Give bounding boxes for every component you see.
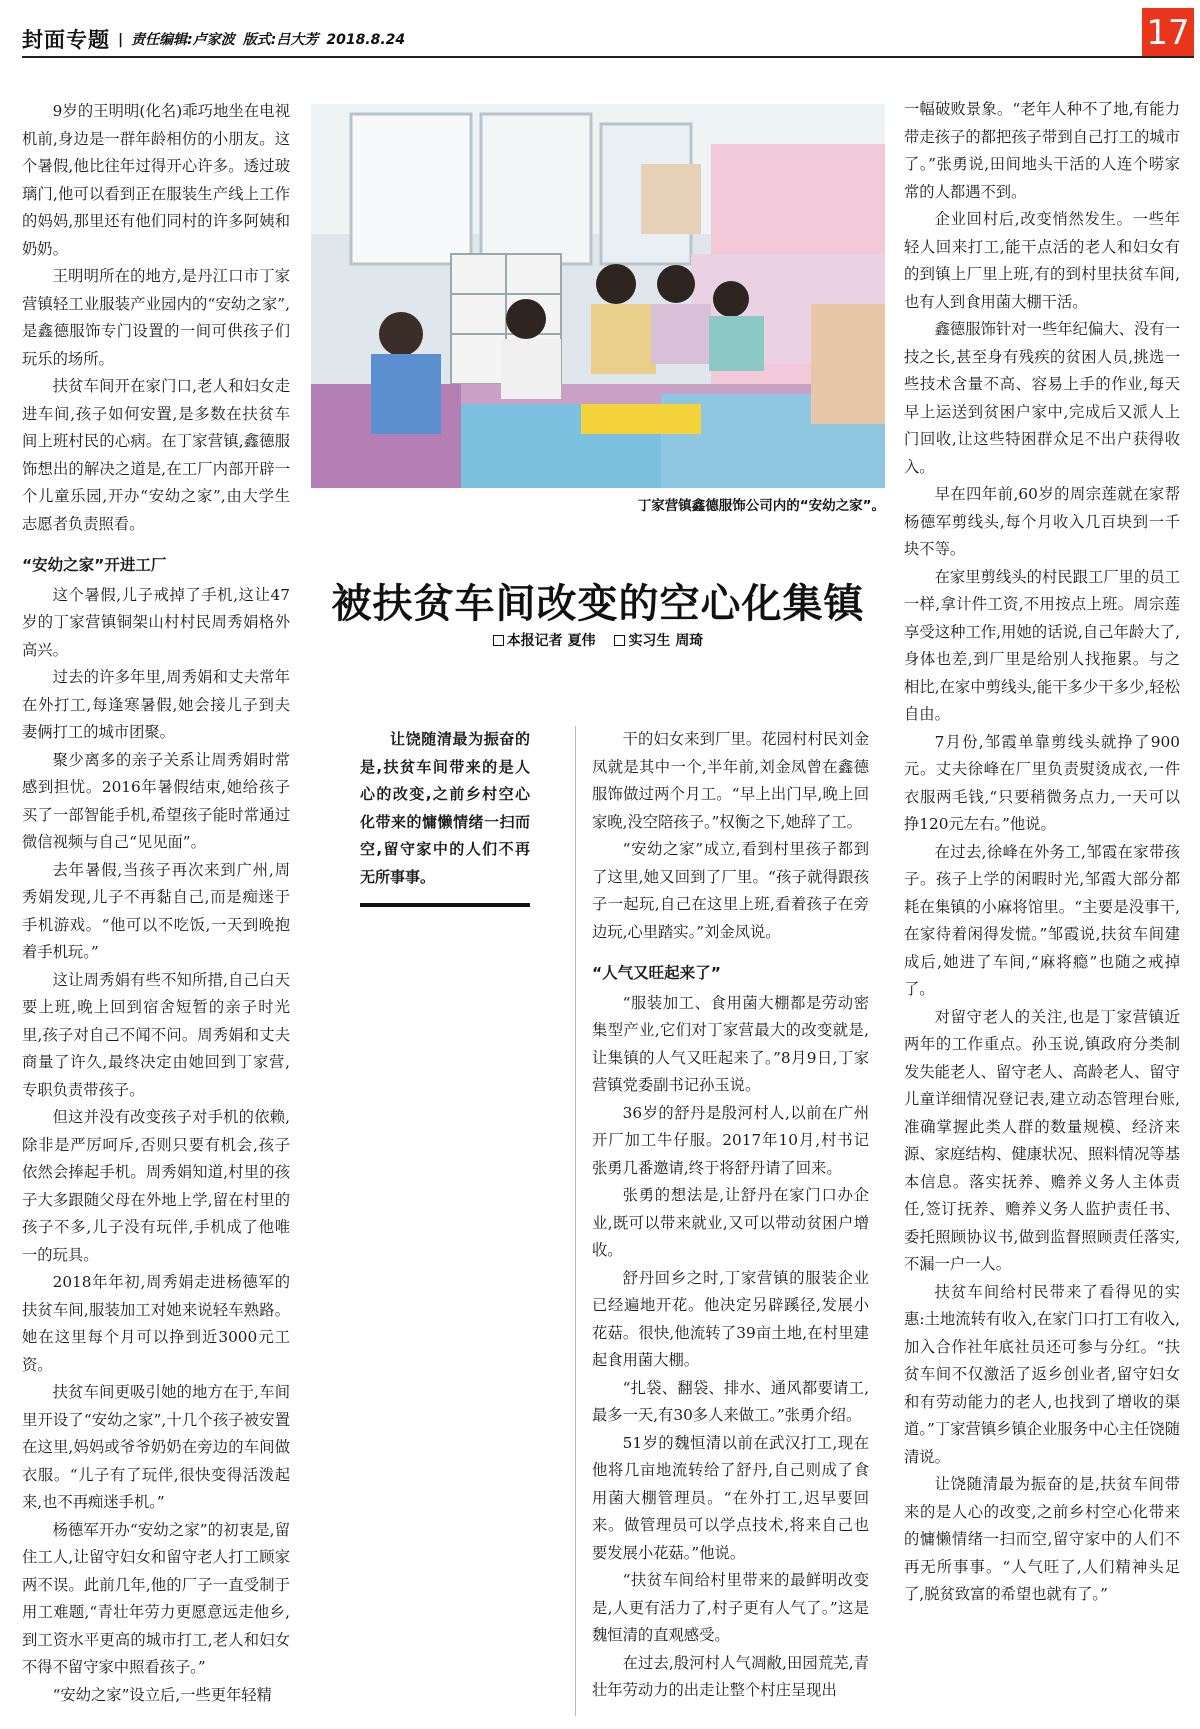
paragraph: 让饶随清最为振奋的是,扶贫车间带来的是人心的改变,之前乡村空心化带来的慵懒情绪一扫而空,留守家中的人们不再无所事事。“人气旺了,人们精神头足了,脱贫致富的希望也就有了。” <box>904 1475 1180 1603</box>
editor-credit: 责任编辑:卢家波 <box>131 32 235 48</box>
paragraph: 9岁的王明明(化名)乖巧地坐在电视机前,身边是一群年龄相仿的小朋友。这个暑假,他比往年过得开心许多。透过玻璃门,他可以看到正在服装生产线上工作的妈妈,那里还有他们同村的许多阿姨和奶奶。 <box>22 102 290 258</box>
text-column-3 <box>904 96 1180 1609</box>
square-bullet-icon <box>493 635 504 646</box>
header-meta <box>118 29 413 49</box>
paragraph: 早在四年前,60岁的周宗莲就在家帮杨德军剪线头,每个月收入几百块到一千块不等。 <box>904 485 1180 558</box>
separator: | <box>118 32 124 48</box>
photo-caption: 丁家营镇鑫德服饰公司内的“安幼之家”。 <box>637 498 885 514</box>
photo-illustration <box>311 104 885 488</box>
column-divider <box>575 726 576 1716</box>
paragraph: 对留守老人的关注,也是丁家营镇近两年的工作重点。孙玉说,镇政府分类制发失能老人、留守老人、高龄老人、留守儿童详细情况登记表,建立动态管理台账,准确掌握此类人群的数量规模、经济来源、家庭结构、健康状况、照料情况等基本信息。落实抚养、赡养义务人主体责任,签订抚养、赡养义务人监护责任书、委托照顾协议书,做到监督照顾责任落实,不漏一户一人。 <box>904 1007 1180 1273</box>
section-name: 封面专题 <box>22 28 110 52</box>
page-number-badge: 17 <box>1142 8 1194 58</box>
paragraph: 36岁的舒丹是殷河村人,以前在广州开厂加工牛仔服。2017年10月,村书记张勇几番邀请,终于将舒丹请了回来。 <box>592 1103 869 1177</box>
paragraph: 杨德军开办“安幼之家”的初衷是,留住工人,让留守妇女和留守老人打工顾家两不误。此前几年,他的厂子一直受制于用工难题,“青壮年劳力更愿意远走他乡,到工资水平更高的城市打工,老人和妇女不得不留守家中照看孩子。” <box>22 1520 290 1676</box>
paragraph: 在过去,徐峰在外务工,邹霞在家带孩子。孩子上学的闲暇时光,邹霞大部分都耗在集镇的小麻将馆里。“主要是没事干,在家待着闲得发慌。”邹霞说,扶贫车间建成后,她进了车间,“麻将瘾”也随之戒掉了。 <box>904 842 1180 998</box>
paragraph: “扎袋、翻袋、排水、通风都要请工,最多一天,有30多人来做工。”张勇介绍。 <box>592 1378 869 1424</box>
paragraph: “扶贫车间给村里带来的最鲜明改变是,人更有活力了,村子更有人气了。”这是魏恒清的直观感受。 <box>592 1571 869 1644</box>
paragraph: 在过去,殷河村人气凋敝,田园荒芜,青壮年劳动力的出走让整个村庄呈现出 <box>592 1653 869 1699</box>
paragraph: 去年暑假,当孩子再次来到广州,周秀娟发现,儿子不再黏自己,而是痴迷于手机游戏。“他可以不吃饭,一天到晚抱着手机玩。” <box>22 860 290 961</box>
text-column-2 <box>592 726 869 1705</box>
paragraph: 2018年年初,周秀娟走进杨德军的扶贫车间,服装加工对她来说轻车熟路。她在这里每个月可以挣到近3000元工资。 <box>22 1273 290 1374</box>
page-header <box>22 13 1194 58</box>
text-column-1 <box>22 98 290 1709</box>
byline-reporter: 夏伟 <box>567 633 596 649</box>
paragraph: “安幼之家”成立,看到村里孩子都到了这里,她又回到了厂里。“孩子就得跟孩子一起玩,自己在这里上班,看着孩子在旁边玩,心里踏实。”刘金凤说。 <box>592 840 869 941</box>
paragraph: 51岁的魏恒清以前在武汉打工,现在他将几亩地流转给了舒丹,自己则成了食用菌大棚管理员。“在外打工,迟早要回来。做管理员可以学点技术,将来自己也要发展小花菇。”他说。 <box>592 1433 869 1562</box>
layout-credit: 版式:吕大芳 <box>242 32 319 48</box>
paragraph: 过去的许多年里,周秀娟和丈夫常年在外打工,每逢寒暑假,她会接儿子到夫妻俩打工的城市团聚。 <box>22 668 290 741</box>
subheading: “人气又旺起来了” <box>592 964 721 982</box>
paragraph: 舒丹回乡之时,丁家营镇的服装企业已经遍地开花。他决定另辟蹊径,发展小花菇。很快,他流转了39亩土地,在村里建起食用菌大棚。 <box>592 1268 869 1369</box>
paragraph: 这个暑假,儿子戒掉了手机,这让47岁的丁家营镇铜架山村村民周秀娟格外高兴。 <box>22 585 290 659</box>
byline <box>311 630 885 650</box>
paragraph: “服装加工、食用菌大棚都是劳动密集型产业,它们对丁家营最大的改变就是,让集镇的人气又旺起来了。”8月9日,丁家营镇党委副书记孙玉说。 <box>592 993 869 1094</box>
pull-quote: 让饶随清最为振奋的是,扶贫车间带来的是人心的改变,之前乡村空心化带来的慵懒情绪一扫而空,留守家中的人们不再无所事事。 <box>360 726 530 907</box>
paragraph: 干的妇女来到厂里。花园村村民刘金凤就是其中一个,半年前,刘金凤曾在鑫德服饰做过两个月工。“早上出门早,晚上回家晚,没空陪孩子。”权衡之下,她辞了工。 <box>592 730 869 831</box>
subheading: “安幼之家”开进工厂 <box>22 556 167 574</box>
paragraph: 7月份,邹霞单靠剪线头就挣了900元。丈夫徐峰在厂里负责熨烫成衣,一件衣服两毛钱,“只要稍微务点力,一天可以挣120元左右。”他说。 <box>904 732 1180 833</box>
paragraph: 王明明所在的地方,是丹江口市丁家营镇轻工业服装产业园内的“安幼之家”,是鑫德服饰专门设置的一间可供孩子们玩乐的场所。 <box>22 267 290 368</box>
paragraph: 扶贫车间给村民带来了看得见的实惠:土地流转有收入,在家门口打工有收入,加入合作社年底社员还可参与分红。“扶贫车间不仅激活了返乡创业者,留守妇女和有劳动能力的老人,也找到了增收的渠道。”丁家营镇乡镇企业服务中心主任饶随清说。 <box>904 1282 1180 1466</box>
paragraph: 扶贫车间开在家门口,老人和妇女走进车间,孩子如何安置,是多数在扶贫车间上班村民的心病。在丁家营镇,鑫德服饰想出的解决之道是,在工厂内部开辟一个儿童乐园,开办“安幼之家”,由大学生志愿者负责照看。 <box>22 377 290 533</box>
paragraph: 一幅破败景象。“老年人种不了地,有能力带走孩子的都把孩子带到自己打工的城市了。”张勇说,田间地头干活的人连个唠家常的人都遇不到。 <box>904 100 1180 201</box>
byline-reporter-role: 本报记者 <box>506 633 563 649</box>
paragraph: 但这并没有改变孩子对手机的依赖,除非是严厉呵斥,否则只要有机会,孩子依然会捧起手机。周秀娟知道,村里的孩子大多跟随父母在外地上学,留在村里的孩子不多,儿子没有玩伴,手机成了他唯一的玩具。 <box>22 1108 290 1264</box>
byline-intern-role: 实习生 <box>628 633 671 649</box>
issue-date: 2018.8.24 <box>326 32 406 48</box>
paragraph: 在家里剪线头的村民跟工厂里的员工一样,拿计件工资,不用按点上班。周宗莲享受这种工作,用她的话说,自己年龄大了,身体也差,到厂里是给别人找拖累。与之相比,在家中剪线头,能干多少干多少,轻松自由。 <box>904 567 1180 723</box>
article-photo <box>311 104 885 488</box>
paragraph: 聚少离多的亲子关系让周秀娟时常感到担忧。2016年暑假结束,她给孩子买了一部智能手机,希望孩子能时常通过微信视频与自己“见见面”。 <box>22 750 290 851</box>
article-headline: 被扶贫车间改变的空心化集镇 <box>331 580 865 627</box>
paragraph: 扶贫车间更吸引她的地方在于,车间里开设了“安幼之家”,十几个孩子被安置在这里,妈妈或爷爷奶奶在旁边的车间做衣服。“儿子有了玩伴,很快变得活泼起来,也不再痴迷手机。” <box>22 1383 290 1511</box>
square-bullet-icon <box>614 635 625 646</box>
paragraph: 这让周秀娟有些不知所措,自己白天要上班,晚上回到宿舍短暂的亲子时光里,孩子对自己不闻不问。周秀娟和丈夫商量了许久,最终决定由她回到丁家营,专职负责带孩子。 <box>22 970 290 1099</box>
byline-intern: 周琦 <box>675 633 704 649</box>
paragraph: 张勇的想法是,让舒丹在家门口办企业,既可以带来就业,又可以带动贫困户增收。 <box>592 1186 869 1259</box>
paragraph: 企业回村后,改变悄然发生。一些年轻人回来打工,能干点活的老人和妇女有的到镇上厂里上班,有的到村里扶贫车间,也有人到食用菌大棚干活。 <box>904 210 1180 311</box>
header-rule <box>22 56 1194 58</box>
paragraph: “安幼之家”设立后,一些更年轻精 <box>52 1685 272 1704</box>
paragraph: 鑫德服饰针对一些年纪偏大、没有一技之长,甚至身有残疾的贫困人员,挑选一些技术含量不高、容易上手的作业,每天早上运送到贫困户家中,完成后又派人上门回收,让这些特困群众足不出户获得收入。 <box>904 320 1180 476</box>
